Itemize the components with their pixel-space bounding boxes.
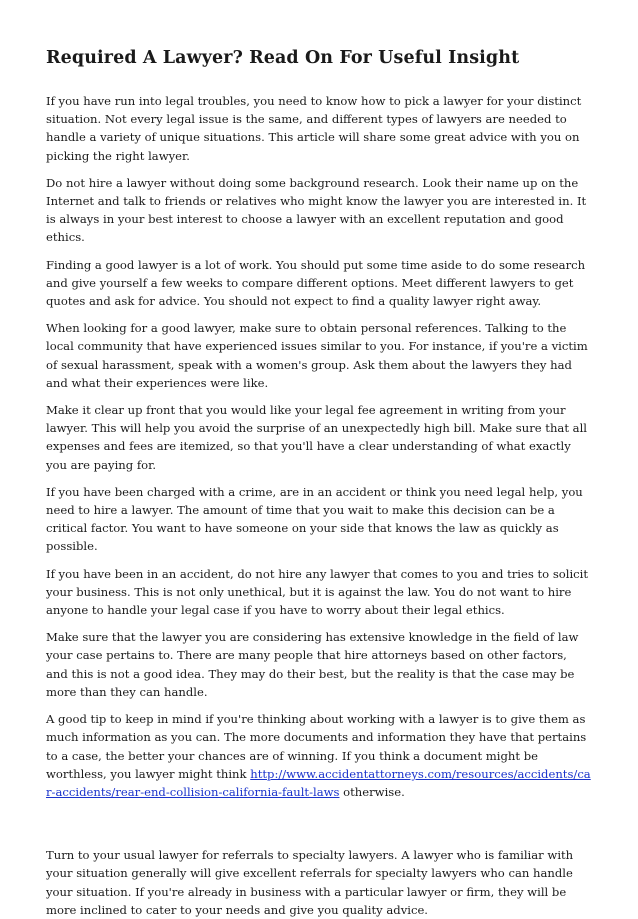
paragraph-tip-with-link bbox=[46, 710, 592, 801]
paragraph-referrals: Turn to your usual lawyer for referrals to specialty lawyers. A lawyer who is familiar with your situation generally will give excellent referrals for specialty lawyers who can handle your situation. If you're already in business with a particular lawyer or firm, they will be more inclined to cater to your needs and give you quality advice. bbox=[46, 848, 574, 917]
page-title: Required A Lawyer? Read On For Useful Insight bbox=[46, 48, 520, 68]
paragraph-intro: If you have run into legal troubles, you need to know how to pick a lawyer for your distinct situation. Not every legal issue is the same, and different types of lawyers are needed to handle a variety of unique situations. This article will share some great advice with you on picking the right lawyer. bbox=[46, 94, 582, 163]
tip-text-after: otherwise. bbox=[339, 784, 405, 799]
paragraph-references: When looking for a good lawyer, make sure to obtain personal references. Talking to the local community that have experienced issues similar to you. For instance, if you're a victim of sexual harassment, speak with a women's group. Ask them about the lawyers they had and what their experiences were like. bbox=[46, 321, 588, 390]
paragraph-work: Finding a good lawyer is a lot of work. You should put some time aside to do some research and give yourself a few weeks to compare different options. Meet different lawyers to get quotes and ask for advice. You should not expect to find a quality lawyer right away. bbox=[46, 257, 586, 309]
paragraph-fee-agreement: Make it clear up front that you would like your legal fee agreement in writing from your lawyer. This will help you avoid the surprise of an unexpectedly high bill. Make sure that all expenses and fees are itemized, so that you'll have a clear understanding of what exactly you are paying for. bbox=[46, 403, 587, 472]
article-link[interactable]: http://www.accidentattorneys.com/resources/accidents/car-accidents/rear-end-collision-california-fault-laws bbox=[46, 766, 591, 799]
paragraph-research: Do not hire a lawyer without doing some background research. Look their name up on the Internet and talk to friends or relatives who might know the lawyer you are interested in. It is always in your best interest to choose a lawyer with an excellent reputation and good ethics. bbox=[46, 175, 587, 245]
spacer bbox=[46, 810, 592, 846]
paragraph-charged-crime: If you have been charged with a crime, are in an accident or think you need legal help, you need to hire a lawyer. The amount of time that you wait to make this decision can be a critical factor. You want to have someone on your side that knows the law as quickly as possible. bbox=[46, 484, 583, 554]
paragraph-accident: If you have been in an accident, do not hire any lawyer that comes to you and tries to solicit your business. This is not only unethical, but it is against the law. You do not want to hire anyone to handle your legal case if you have to worry about their legal ethics. bbox=[46, 566, 589, 618]
tip-text-before: A good tip to keep in mind if you're thinking about working with a lawyer is to give them as much information as you can. The more documents and information they have that pertains to a case, the better your chances are of winning. If you think a document might be worthless, you lawyer might think bbox=[46, 712, 587, 781]
paragraph-knowledge: Make sure that the lawyer you are considering has extensive knowledge in the field of law your case pertains to. There are many people that hire attorneys based on other factors, and this is not a good idea. They may do their best, but the reality is that the case may be more than they can handle. bbox=[46, 630, 579, 699]
